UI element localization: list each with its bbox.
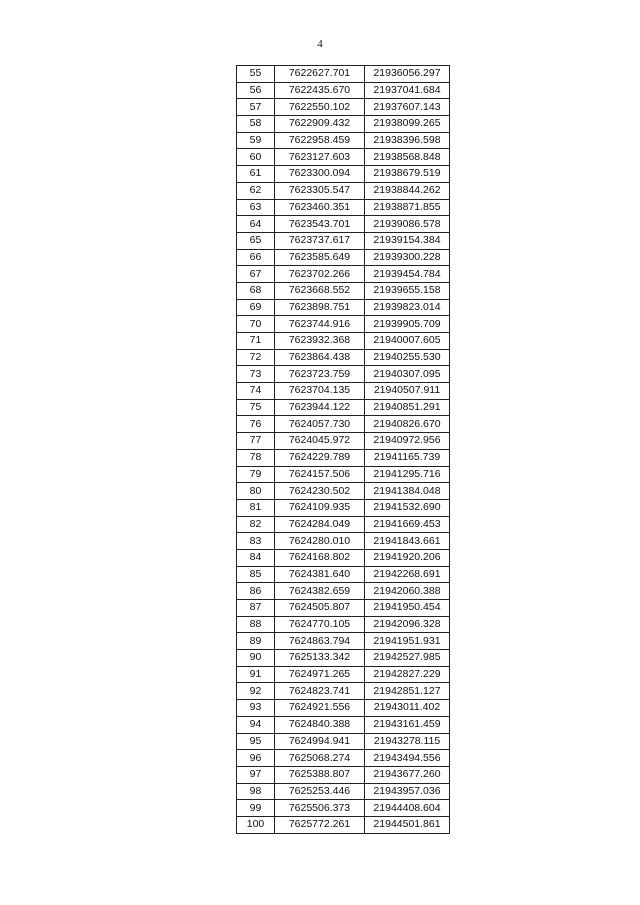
- y-coordinate-cell: 21943011.402: [365, 700, 450, 717]
- point-number-cell: 57: [237, 99, 275, 116]
- table-row: [237, 700, 450, 717]
- x-coordinate-cell: 7625068.274: [275, 750, 365, 767]
- table-row: [237, 383, 450, 400]
- x-coordinate-cell: 7625506.373: [275, 800, 365, 817]
- point-number-cell: 58: [237, 116, 275, 133]
- y-coordinate-cell: 21942268.691: [365, 566, 450, 583]
- x-coordinate-cell: 7624157.506: [275, 466, 365, 483]
- x-coordinate-cell: 7625133.342: [275, 650, 365, 667]
- x-coordinate-cell: 7624823.741: [275, 683, 365, 700]
- y-coordinate-cell: 21938844.262: [365, 182, 450, 199]
- table-row: [237, 199, 450, 216]
- y-coordinate-cell: 21944408.604: [365, 800, 450, 817]
- table-row: [237, 316, 450, 333]
- table-row: [237, 399, 450, 416]
- point-number-cell: 80: [237, 483, 275, 500]
- y-coordinate-cell: 21941295.716: [365, 466, 450, 483]
- x-coordinate-cell: 7623702.266: [275, 266, 365, 283]
- y-coordinate-cell: 21943677.260: [365, 766, 450, 783]
- point-number-cell: 91: [237, 666, 275, 683]
- y-coordinate-cell: 21940507.911: [365, 383, 450, 400]
- point-number-cell: 60: [237, 149, 275, 166]
- y-coordinate-cell: 21942851.127: [365, 683, 450, 700]
- point-number-cell: 95: [237, 733, 275, 750]
- y-coordinate-cell: 21938679.519: [365, 166, 450, 183]
- x-coordinate-cell: 7625772.261: [275, 816, 365, 833]
- x-coordinate-cell: 7624284.049: [275, 516, 365, 533]
- point-number-cell: 65: [237, 232, 275, 249]
- table-row: [237, 483, 450, 500]
- y-coordinate-cell: 21944501.861: [365, 816, 450, 833]
- y-coordinate-cell: 21938871.855: [365, 199, 450, 216]
- y-coordinate-cell: 21941950.454: [365, 600, 450, 617]
- y-coordinate-cell: 21942060.388: [365, 583, 450, 600]
- y-coordinate-cell: 21940307.095: [365, 366, 450, 383]
- x-coordinate-cell: 7624045.972: [275, 433, 365, 450]
- y-coordinate-cell: 21938396.598: [365, 132, 450, 149]
- y-coordinate-cell: 21943278.115: [365, 733, 450, 750]
- x-coordinate-cell: 7624971.265: [275, 666, 365, 683]
- coordinates-table: [236, 65, 450, 834]
- table-row: [237, 666, 450, 683]
- point-number-cell: 63: [237, 199, 275, 216]
- table-row: [237, 733, 450, 750]
- point-number-cell: 75: [237, 399, 275, 416]
- table-row: [237, 99, 450, 116]
- x-coordinate-cell: 7624280.010: [275, 533, 365, 550]
- table-row: [237, 282, 450, 299]
- point-number-cell: 64: [237, 216, 275, 233]
- table-row: [237, 216, 450, 233]
- point-number-cell: 72: [237, 349, 275, 366]
- table-row: [237, 149, 450, 166]
- y-coordinate-cell: 21942827.229: [365, 666, 450, 683]
- point-number-cell: 76: [237, 416, 275, 433]
- point-number-cell: 92: [237, 683, 275, 700]
- table-row: [237, 716, 450, 733]
- y-coordinate-cell: 21941165.739: [365, 449, 450, 466]
- table-row: [237, 366, 450, 383]
- y-coordinate-cell: 21943161.459: [365, 716, 450, 733]
- y-coordinate-cell: 21939655.158: [365, 282, 450, 299]
- x-coordinate-cell: 7622627.701: [275, 66, 365, 83]
- x-coordinate-cell: 7624057.730: [275, 416, 365, 433]
- point-number-cell: 83: [237, 533, 275, 550]
- y-coordinate-cell: 21942096.328: [365, 616, 450, 633]
- point-number-cell: 61: [237, 166, 275, 183]
- x-coordinate-cell: 7622958.459: [275, 132, 365, 149]
- point-number-cell: 81: [237, 499, 275, 516]
- point-number-cell: 99: [237, 800, 275, 817]
- y-coordinate-cell: 21943957.036: [365, 783, 450, 800]
- y-coordinate-cell: 21941384.048: [365, 483, 450, 500]
- table-row: [237, 533, 450, 550]
- point-number-cell: 97: [237, 766, 275, 783]
- x-coordinate-cell: 7625253.446: [275, 783, 365, 800]
- x-coordinate-cell: 7624921.556: [275, 700, 365, 717]
- table-row: [237, 549, 450, 566]
- y-coordinate-cell: 21939300.228: [365, 249, 450, 266]
- x-coordinate-cell: 7623944.122: [275, 399, 365, 416]
- point-number-cell: 88: [237, 616, 275, 633]
- x-coordinate-cell: 7624230.502: [275, 483, 365, 500]
- x-coordinate-cell: 7623864.438: [275, 349, 365, 366]
- coordinates-table-body: [237, 66, 450, 834]
- point-number-cell: 73: [237, 366, 275, 383]
- table-row: [237, 349, 450, 366]
- point-number-cell: 86: [237, 583, 275, 600]
- table-row: [237, 583, 450, 600]
- y-coordinate-cell: 21939454.784: [365, 266, 450, 283]
- point-number-cell: 98: [237, 783, 275, 800]
- point-number-cell: 96: [237, 750, 275, 767]
- y-coordinate-cell: 21940826.670: [365, 416, 450, 433]
- table-row: [237, 783, 450, 800]
- x-coordinate-cell: 7624770.105: [275, 616, 365, 633]
- table-row: [237, 416, 450, 433]
- x-coordinate-cell: 7623704.135: [275, 383, 365, 400]
- y-coordinate-cell: 21940255.530: [365, 349, 450, 366]
- y-coordinate-cell: 21939905.709: [365, 316, 450, 333]
- x-coordinate-cell: 7622550.102: [275, 99, 365, 116]
- x-coordinate-cell: 7622435.670: [275, 82, 365, 99]
- table-row: [237, 466, 450, 483]
- y-coordinate-cell: 21939823.014: [365, 299, 450, 316]
- x-coordinate-cell: 7624381.640: [275, 566, 365, 583]
- x-coordinate-cell: 7624168.802: [275, 549, 365, 566]
- table-row: [237, 766, 450, 783]
- x-coordinate-cell: 7624229.789: [275, 449, 365, 466]
- x-coordinate-cell: 7623300.094: [275, 166, 365, 183]
- table-row: [237, 600, 450, 617]
- point-number-cell: 79: [237, 466, 275, 483]
- x-coordinate-cell: 7624840.388: [275, 716, 365, 733]
- table-row: [237, 299, 450, 316]
- table-row: [237, 232, 450, 249]
- point-number-cell: 74: [237, 383, 275, 400]
- x-coordinate-cell: 7623127.603: [275, 149, 365, 166]
- y-coordinate-cell: 21943494.556: [365, 750, 450, 767]
- point-number-cell: 87: [237, 600, 275, 617]
- y-coordinate-cell: 21938568.848: [365, 149, 450, 166]
- table-row: [237, 132, 450, 149]
- y-coordinate-cell: 21937607.143: [365, 99, 450, 116]
- table-row: [237, 266, 450, 283]
- table-row: [237, 616, 450, 633]
- x-coordinate-cell: 7624109.935: [275, 499, 365, 516]
- y-coordinate-cell: 21941532.690: [365, 499, 450, 516]
- x-coordinate-cell: 7623668.552: [275, 282, 365, 299]
- table-row: [237, 82, 450, 99]
- table-row: [237, 66, 450, 83]
- y-coordinate-cell: 21942527.985: [365, 650, 450, 667]
- point-number-cell: 85: [237, 566, 275, 583]
- y-coordinate-cell: 21939154.384: [365, 232, 450, 249]
- table-row: [237, 516, 450, 533]
- point-number-cell: 69: [237, 299, 275, 316]
- table-row: [237, 633, 450, 650]
- table-row: [237, 683, 450, 700]
- table-row: [237, 433, 450, 450]
- y-coordinate-cell: 21940007.605: [365, 333, 450, 350]
- table-row: [237, 116, 450, 133]
- page-number: 4: [317, 38, 323, 50]
- point-number-cell: 77: [237, 433, 275, 450]
- x-coordinate-cell: 7623898.751: [275, 299, 365, 316]
- y-coordinate-cell: 21941843.661: [365, 533, 450, 550]
- table-row: [237, 650, 450, 667]
- table-row: [237, 750, 450, 767]
- table-row: [237, 499, 450, 516]
- y-coordinate-cell: 21940851.291: [365, 399, 450, 416]
- point-number-cell: 66: [237, 249, 275, 266]
- table-row: [237, 249, 450, 266]
- x-coordinate-cell: 7622909.432: [275, 116, 365, 133]
- point-number-cell: 84: [237, 549, 275, 566]
- point-number-cell: 59: [237, 132, 275, 149]
- table-row: [237, 800, 450, 817]
- point-number-cell: 89: [237, 633, 275, 650]
- x-coordinate-cell: 7623932.368: [275, 333, 365, 350]
- point-number-cell: 55: [237, 66, 275, 83]
- x-coordinate-cell: 7624382.659: [275, 583, 365, 600]
- y-coordinate-cell: 21941669.453: [365, 516, 450, 533]
- table-row: [237, 333, 450, 350]
- point-number-cell: 56: [237, 82, 275, 99]
- y-coordinate-cell: 21936056.297: [365, 66, 450, 83]
- table-row: [237, 182, 450, 199]
- point-number-cell: 62: [237, 182, 275, 199]
- point-number-cell: 67: [237, 266, 275, 283]
- point-number-cell: 94: [237, 716, 275, 733]
- y-coordinate-cell: 21940972.956: [365, 433, 450, 450]
- y-coordinate-cell: 21941951.931: [365, 633, 450, 650]
- y-coordinate-cell: 21937041.684: [365, 82, 450, 99]
- x-coordinate-cell: 7624863.794: [275, 633, 365, 650]
- table-row: [237, 566, 450, 583]
- point-number-cell: 93: [237, 700, 275, 717]
- x-coordinate-cell: 7625388.807: [275, 766, 365, 783]
- x-coordinate-cell: 7623744.916: [275, 316, 365, 333]
- point-number-cell: 71: [237, 333, 275, 350]
- y-coordinate-cell: 21941920.206: [365, 549, 450, 566]
- point-number-cell: 70: [237, 316, 275, 333]
- x-coordinate-cell: 7624505.807: [275, 600, 365, 617]
- table-row: [237, 166, 450, 183]
- point-number-cell: 82: [237, 516, 275, 533]
- table-row: [237, 449, 450, 466]
- point-number-cell: 78: [237, 449, 275, 466]
- x-coordinate-cell: 7623585.649: [275, 249, 365, 266]
- point-number-cell: 68: [237, 282, 275, 299]
- x-coordinate-cell: 7623543.701: [275, 216, 365, 233]
- y-coordinate-cell: 21939086.578: [365, 216, 450, 233]
- x-coordinate-cell: 7623305.547: [275, 182, 365, 199]
- y-coordinate-cell: 21938099.265: [365, 116, 450, 133]
- x-coordinate-cell: 7623460.351: [275, 199, 365, 216]
- point-number-cell: 90: [237, 650, 275, 667]
- x-coordinate-cell: 7624994.941: [275, 733, 365, 750]
- x-coordinate-cell: 7623723.759: [275, 366, 365, 383]
- x-coordinate-cell: 7623737.617: [275, 232, 365, 249]
- point-number-cell: 100: [237, 816, 275, 833]
- table-row: [237, 816, 450, 833]
